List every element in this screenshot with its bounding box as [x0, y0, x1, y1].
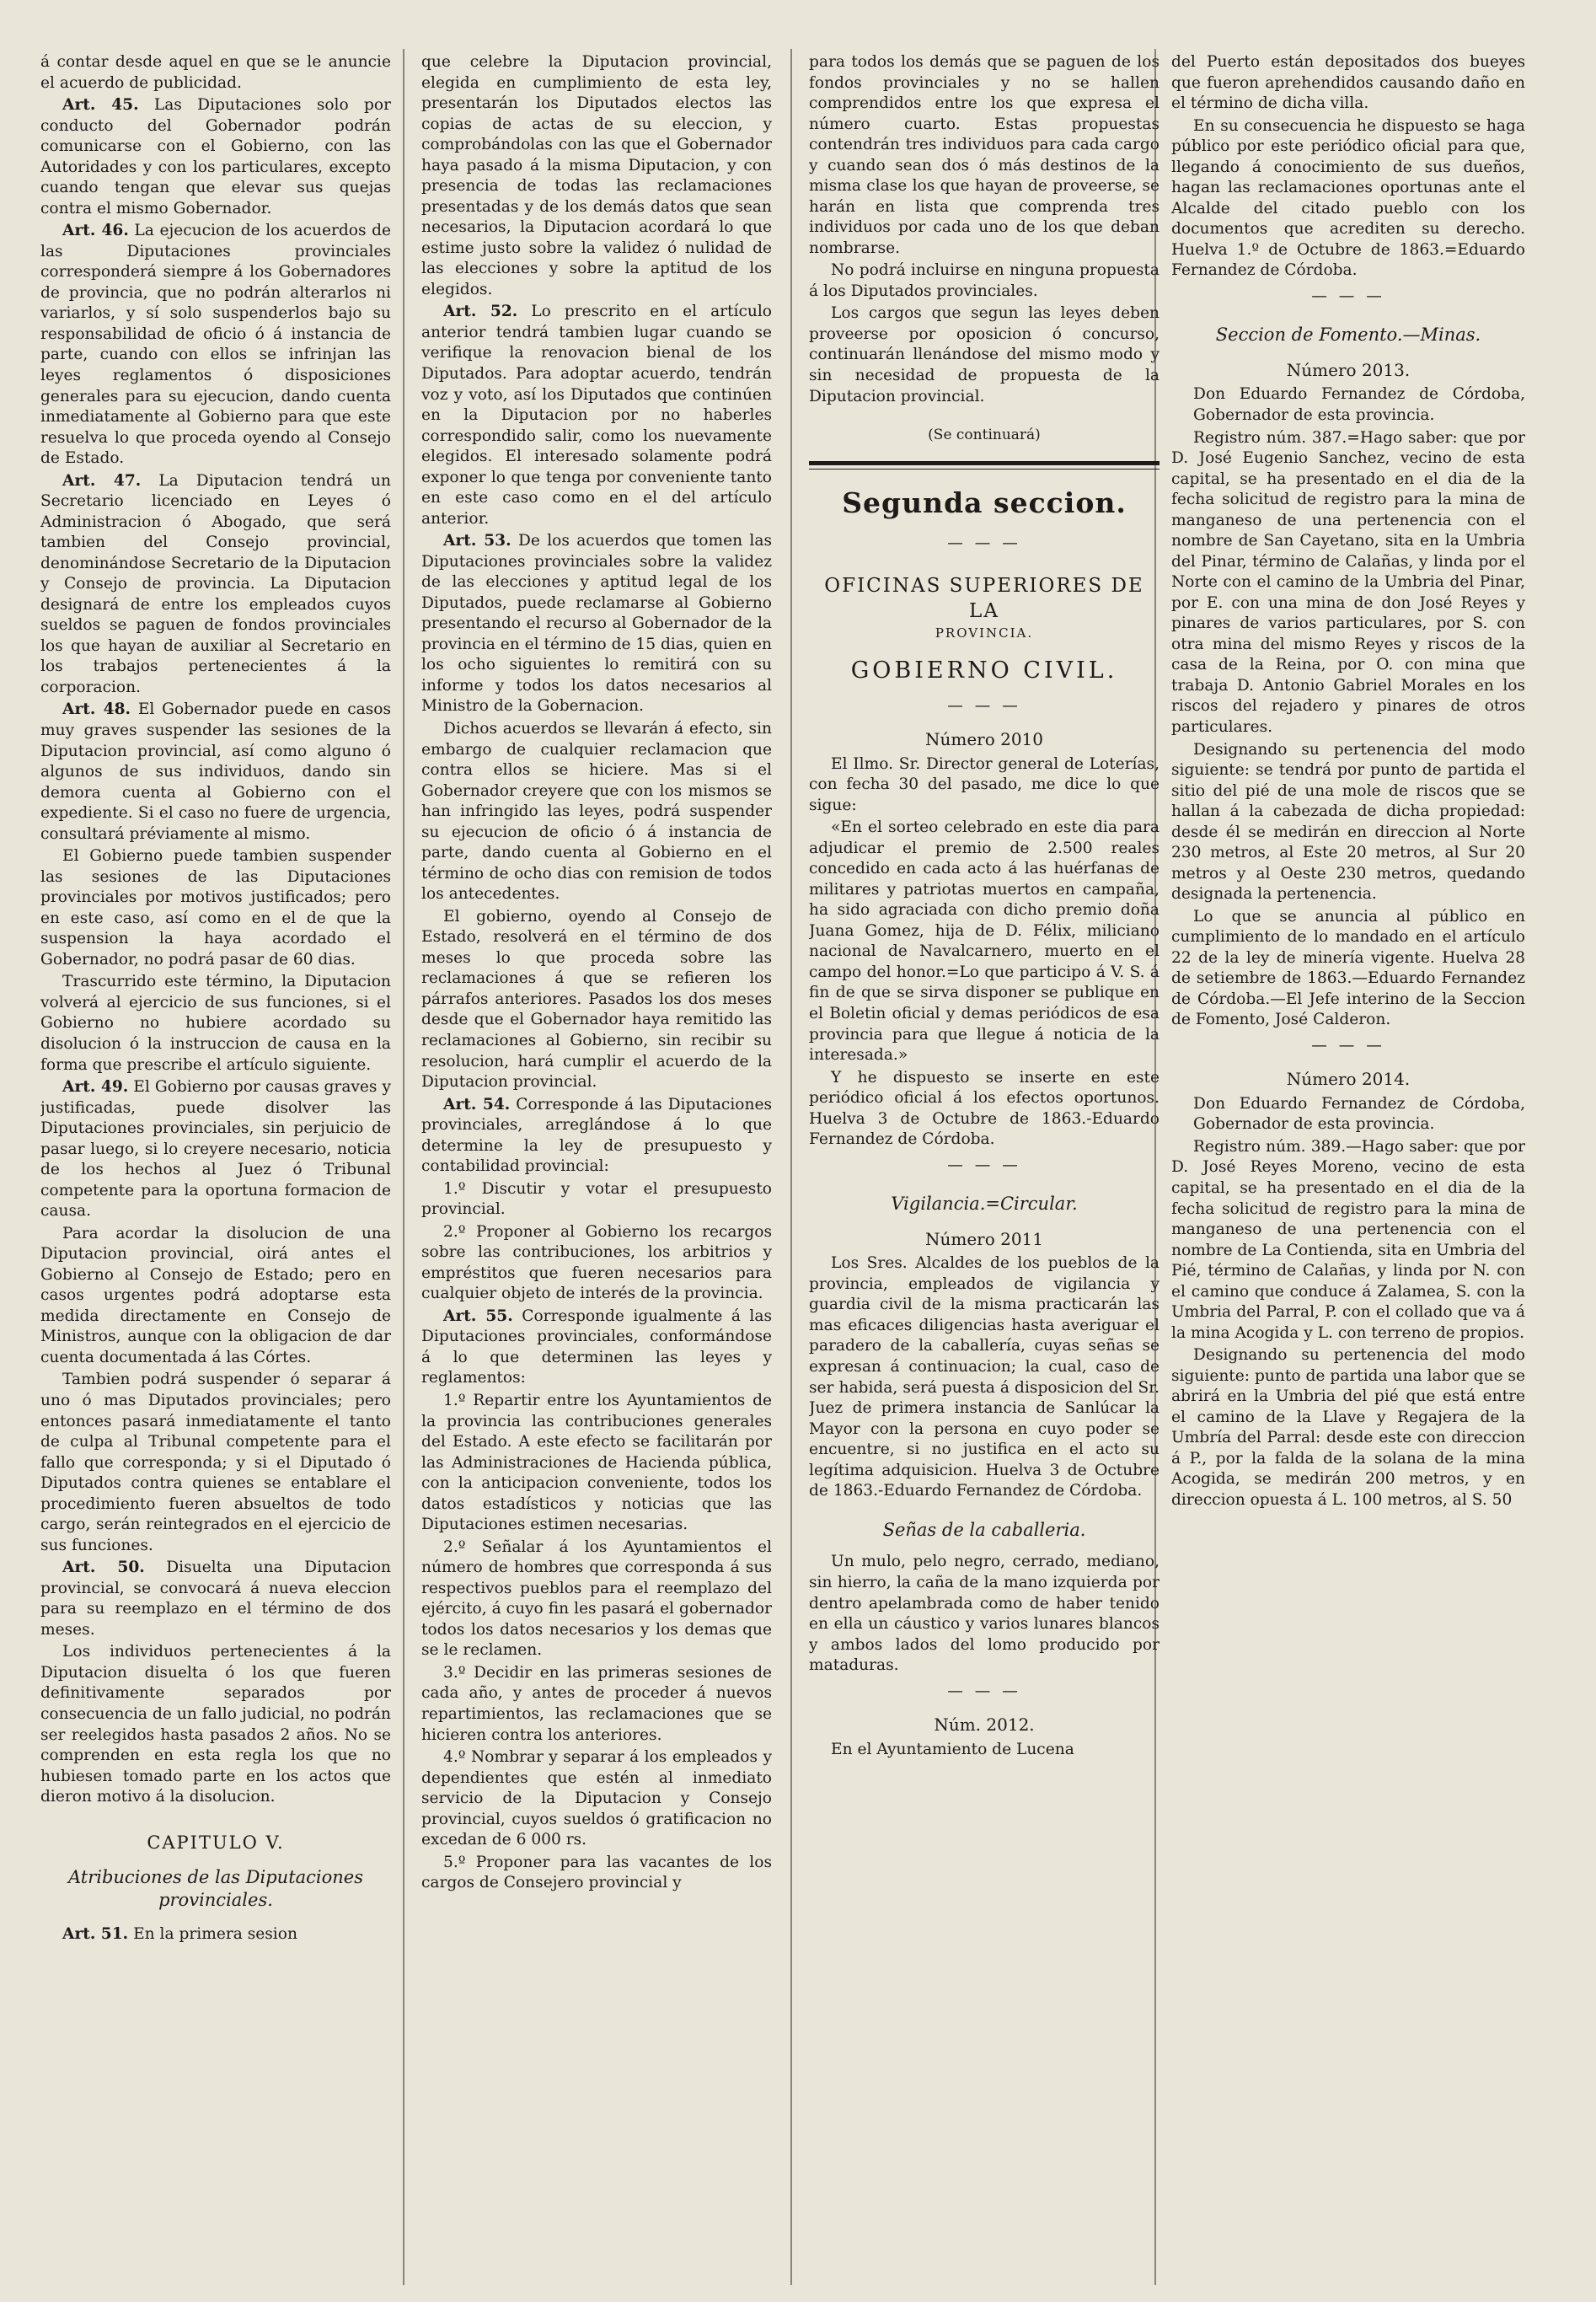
office-subheading: PROVINCIA. — [935, 625, 1034, 641]
notice-number: Número 2013. — [1286, 360, 1411, 381]
separator: — — — — [947, 696, 1021, 715]
paragraph: del Puerto están depositados dos bueyes que fueron aprehendidos causando daño en el término de dicha villa. — [1171, 53, 1525, 113]
chapter-heading: CAPITULO V. — [147, 1832, 285, 1853]
section-rule-thin — [809, 469, 1160, 470]
paragraph: á contar desde aquel en que se le anuncie el acuerdo de publicidad. — [40, 53, 391, 92]
paragraph: Los individuos pertenecientes á la Diputacion disuelta ó los que fueren definitivamente separados por consecuencia de un fallo judicial, no podrán ser reelegidos hasta pasados 2 años. No se comprenden en esta regla los que no hubiesen tomado parte en los actos que dieron motivo á la disolucion. — [40, 1643, 391, 1806]
list-item: 1.º Repartir entre los Ayuntamientos de la provincia las contribuciones generales del Estado. A este efecto se facilitarán por las Administraciones de Hacienda pública, con la anticipacion conveniente, todos los datos estadísticos y noticias que las Diputaciones estimen necesarias. — [421, 1392, 772, 1534]
separator: — — — — [947, 1156, 1021, 1174]
article-50: Art. 50. Disuelta una Diputacion provincial, se convocará á nueva eleccion para su reemplazo en el término de dos meses. — [40, 1559, 391, 1639]
article-46: Art. 46. La ejecucion de los acuerdos de las Diputaciones provinciales corresponderá siempre á los Gobernadores de provincia, que no podrán alterarlos ni variarlos, y sí solo suspenderlos bajo su responsabilidad de oficio ó á instancia de parte, cuando con ellos se infrinjan las leyes reglamentos ó disposiciones generales para su ejecucion, dando cuenta inmediatamente al Gobierno para que este resuelva lo que proceda oyendo al Consejo de Estado. — [40, 222, 391, 468]
column-divider — [403, 49, 404, 2285]
article-54: Art. 54. Corresponde á las Diputaciones provinciales, arreglándose á lo que determine la ley de presupuesto y contabilidad provincial: — [421, 1095, 772, 1176]
separator: — — — — [947, 534, 1021, 553]
paragraph: Y he dispuesto se inserte en este periódico oficial á los efectos oportunos. Huelva 3 de Octubre de 1863.-Eduardo Fernandez de Córdoba. — [809, 1068, 1160, 1149]
paragraph: Los Sres. Alcaldes de los pueblos de la provincia, empleados de vigilancia y guardia civil de la misma practicarán las mas eficaces diligencias hasta averiguar el paradero de la caballería, cuyas señas se expresan á continuacion; la cual, caso de ser habida, será puesta á disposicion del Sr. Juez de primera instancia de Sanlúcar la Mayor con la persona en cuyo poder se encuentre, si no justifica en el acto su legítima adquisicion. Huelva 3 de Octubre de 1863.-Eduardo Fernandez de Córdoba. — [809, 1254, 1160, 1500]
article-45: Art. 45. Las Diputaciones solo por conducto del Gobernador podrán comunicarse con el Gobierno, con las Autoridades y con los particulares, excepto cuando tengan que elevar sus quejas contra el mismo Gobernador. — [40, 96, 391, 217]
paragraph: Registro núm. 387.=Hago saber: que por D. José Eugenio Sanchez, vecino de esta capital, se ha presentado en el dia de la fecha solicitud de registro para la mina de manganeso de una pertenencia con el nombre de San Cayetano, sita en la Umbria del Pinar, término de Calañas, y linda por el Norte con el camino de la Umbria del Pinar, por E. con una mina de don José Reyes y pinares de varios particulares, por S. con otra mina del mismo Reyes y riscos de la casa de la Reina, por O. con mina que trabaja D. Antonio Gabriel Morales en los riscos del rejadero y pinares de otros particulares. — [1171, 428, 1525, 736]
notice-header: Don Eduardo Fernandez de Córdoba, Gobernador de esta provincia. — [1193, 1094, 1525, 1134]
chapter-title: Atribuciones de las Diputaciones provinciales. — [67, 1867, 364, 1910]
notice-heading: Vigilancia.=Circular. — [891, 1194, 1078, 1215]
paragraph: Para acordar la disolucion de una Diputacion provincial, oirá antes el Gobierno al Consejo de Estado; pero en casos urgentes podrá adoptarse esta medida directamente en Consejo de Ministros, aunque con la obligacion de dar cuenta documentada á las Córtes. — [40, 1224, 391, 1366]
column-2 — [421, 52, 772, 2285]
paragraph: En su consecuencia he dispuesto se haga público por este periódico oficial para que, llegando á conocimiento de sus dueños, hagan las reclamaciones oportunas ante el Alcalde del citado pueblo con los documentos que acrediten su derecho. Huelva 1.º de Octubre de 1863.=Eduardo Fernandez de Córdoba. — [1171, 116, 1525, 280]
paragraph: Tambien podrá suspender ó separar á uno ó mas Diputados provinciales; pero entonces pasará inmediatamente el tanto de culpa al Tribunal competente para el fallo que corresponda; y si el Diputado ó Diputados contra quienes se entablare el procedimiento fueren absueltos de todo cargo, serán reintegrados en el ejercicio de sus funciones. — [40, 1371, 391, 1554]
continuation-note: (Se continuará) — [928, 427, 1041, 444]
list-item: 2.º Proponer al Gobierno los recargos sobre las contribuciones, los arbitrios y empréstitos que fueren necesarios para cualquier objeto de interés de la provincia. — [421, 1222, 772, 1303]
paragraph: Un mulo, pelo negro, cerrado, mediano, sin hierro, la caña de la mano izquierda por dentro apelambrada como de haber tenido en ella un cáustico y varios lunares blancos y ambos lados del lomo producido por mataduras. — [809, 1553, 1160, 1675]
notice-number: Número 2014. — [1286, 1069, 1411, 1090]
office-heading: OFICINAS SUPERIORES DE LA — [824, 574, 1144, 622]
paragraph: Trascurrido este término, la Diputacion volverá al ejercicio de sus funciones, si el Gobierno no hubiere acordado su disolucion ó la instruccion de causa en la forma que prescribe el artículo siguiente. — [40, 973, 391, 1074]
article-55: Art. 55. Corresponde igualmente á las Diputaciones provinciales, conformándose á lo que determinen las leyes y reglamentos: — [421, 1307, 772, 1387]
column-1 — [40, 52, 391, 2285]
column-3 — [809, 52, 1160, 2285]
list-item: 1.º Discutir y votar el presupuesto provincial. — [421, 1179, 772, 1219]
notice-number: Número 2010 — [924, 729, 1044, 750]
paragraph: Registro núm. 389.—Hago saber: que por D. José Reyes Moreno, vecino de esta capital, se ha presentado en el dia de la fecha solicitud de registro para la mina de manganeso de una pertenencia con el nombre de La Contienda, sita en Umbria del Pié, término de Calañas, y linda por N. con el camino que conduce á Zalamea, S. con la Umbria del Parral, P. con el collado que va á la mina Acogida y L. con terreno de propios. — [1171, 1137, 1525, 1342]
paragraph: En el Ayuntamiento de Lucena — [831, 1740, 1074, 1758]
paragraph: Designando su pertenencia del modo siguiente: punto de partida una labor que se abrirá en la Umbria del pié que está entre el camino de la Llave y Regajera de la Umbría del Parral: desde este con direccion á P., por la falda de la solana de la mina Acogida, se medirán 200 metros, y en direccion opuesta á L. 100 metros, al S. 50 — [1171, 1346, 1525, 1509]
column-divider — [790, 49, 792, 2285]
paragraph: que celebre la Diputacion provincial, elegida en cumplimiento de esta ley, presentarán los Diputados electos las copias de actas de su eleccion, y comprobándolas con las que el Gobernador haya pasado á la misma Diputacion, y con presencia de todas las reclamaciones presentadas y de los demás datos que sean necesarios, la Diputacion acordará lo que estime justo sobre la validez ó nulidad de las elecciones y sobre la aptitud de los elegidos. — [421, 53, 772, 298]
paragraph: Dichos acuerdos se llevarán á efecto, sin embargo de cualquier reclamacion que contra ellos se hiciere. Mas si el Gobernador creyere que con los mismos se han infringido las leyes, podrá suspender su ejecucion de oficio ó á instancia de parte, dando cuenta al Gobierno en el término de ocho dias con remision de todos los antecedentes. — [421, 720, 772, 904]
list-item: 5.º Proponer para las vacantes de los cargos de Consejero provincial y — [421, 1853, 772, 1892]
separator: — — — — [947, 1682, 1021, 1700]
notice-heading: Señas de la caballeria. — [882, 1519, 1086, 1540]
column-4 — [1171, 52, 1525, 2285]
section-rule — [809, 461, 1160, 465]
list-item: 4.º Nombrar y separar á los empleados y dependientes que estén al inmediato servicio de la Diputacion y Consejo provincial, cuyos sueldos ó gratificacion no excedan de 6 000 rs. — [421, 1748, 772, 1849]
list-item: 2.º Señalar á los Ayuntamientos el número de hombres que corresponda á sus respectivos pueblos para el reemplazo del ejército, á cuyo fin les pasará el gobernador todos los datos necesarios y los demas que se le reclamen. — [421, 1537, 772, 1660]
article-48: Art. 48. El Gobernador puede en casos muy graves suspender las sesiones de la Diputacion provincial, así como alguno ó algunos de sus individuos, dando sin demora cuenta al Gobierno con el expediente. Si el caso no fuere de urgencia, consultará préviamente al mismo. — [40, 700, 391, 843]
government-heading: GOBIERNO CIVIL. — [850, 657, 1118, 684]
notice-number: Número 2011 — [924, 1228, 1044, 1249]
paragraph: No podrá incluirse en ninguna propuesta á los Diputados provinciales. — [809, 261, 1160, 300]
separator: — — — — [1311, 287, 1385, 305]
article-53: Art. 53. De los acuerdos que tomen las Diputaciones provinciales sobre la validez de las elecciones y aptitud legal de los Diputados, puede reclamarse al Gobierno presentando el recurso al Gobernador de la provincia en el término de 15 dias, quien en los ocho siguientes lo remitirá con su informe y todos los datos necesarios al Ministro de la Gobernacion. — [421, 532, 772, 716]
separator: — — — — [1311, 1036, 1385, 1054]
notice-header: Don Eduardo Fernandez de Córdoba, Gobernador de esta provincia. — [1193, 385, 1525, 425]
notice-number: Núm. 2012. — [934, 1714, 1035, 1736]
section-title: Segunda seccion. — [842, 486, 1127, 520]
article-52: Art. 52. Lo prescrito en el artículo anterior tendrá tambien lugar cuando se verifique la renovacion bienal de los Diputados. Para adoptar acuerdo, tendrán voz y voto, así los Diputados que continúen en la Diputacion por no haberles correspondido salir, como los nuevamente elegidos. El interesado solamente podrá exponer lo que tenga por conveniente tanto en este caso como en el del artículo anterior. — [421, 303, 772, 528]
article-49: Art. 49. El Gobierno por causas graves y justificadas, puede disolver las Diputaciones provinciales, sin perjuicio de pasar luego, si lo creyere necesario, noticia de los hechos al Juez ó Tribunal competente para la oportuna formacion de causa. — [40, 1078, 391, 1221]
quoted-text: «En el sorteo celebrado en este dia para adjudicar el premio de 2.500 reales concedido en cada acto á las huérfanas de militares y patriotas muertos en campaña, ha sido agraciada con dicho premio doña Juana Gomez, hija de D. Félix, miliciano nacional de Navalcarnero, muerto en el campo del honor.=Lo que participo á V. S. á fin de que se sirva disponer se publique en el Boletin oficial y demas periódicos de esa provincia para que llegue á noticia de la interesada.» — [809, 818, 1160, 1065]
paragraph: El gobierno, oyendo al Consejo de Estado, resolverá en el término de dos meses lo que proceda sobre las reclamaciones á que se refieren los párrafos anteriores. Pasados los dos meses desde que el Gobernador haya remitido las reclamaciones al Gobierno, sin recibir su resolucion, hará cumplir el acuerdo de la Diputacion provincial. — [421, 907, 772, 1092]
paragraph: Designando su pertenencia del modo siguiente: se tendrá por punto de partida el sitio del pié de una mole de riscos que se hallan á la cabezada de dicha propiedad: desde él se medirán en direccion al Norte 230 metros, al Este 20 metros, al Sur 20 metros y al Oeste 230 metros, quedando designada la pertenencia. — [1171, 740, 1525, 904]
paragraph: para todos los demás que se paguen de los fondos provinciales y no se hallen comprendidos entre los que expresa el número cuarto. Estas propuestas contendrán tres individuos para cada cargo y cuando sean dos ó más destinos de la misma clase los que hayan de proveerse, se harán en lista que comprenda tres individuos por cada uno de los que deban nombrarse. — [809, 53, 1160, 257]
paragraph: El Gobierno puede tambien suspender las sesiones de las Diputaciones provinciales por motivos justificados; pero en este caso, así como en el de que la suspension la haya acordado el Gobernador, no podrá pasar de 60 dias. — [40, 847, 391, 969]
paragraph: Los cargos que segun las leyes deben proveerse por oposicion ó concurso, continuarán llenándose del mismo modo y sin necesidad de propuesta de la Diputacion provincial. — [809, 304, 1160, 405]
article-51: Art. 51. En la primera sesion — [62, 1924, 297, 1943]
section-heading: Seccion de Fomento.—Minas. — [1215, 325, 1481, 346]
paragraph: El Ilmo. Sr. Director general de Loterías, con fecha 30 del pasado, me dice lo que sigue: — [809, 754, 1160, 814]
list-item: 3.º Decidir en las primeras sesiones de cada año, y antes de proceder á nuevos repartimientos, las reclamaciones que se hicieren contra los anteriores. — [421, 1663, 772, 1744]
article-47: Art. 47. La Diputacion tendrá un Secretario licenciado en Leyes ó Administracion ó Abogado, que será tambien del Consejo provincial, denominándose Secretario de la Diputacion y Consejo de provincia. La Diputacion designará de entre los empleados cuyos sueldos se paguen de fondos provinciales los que hayan de auxiliar al Secretario en los trabajos pertenecientes á la corporacion. — [40, 471, 391, 696]
paragraph: Lo que se anuncia al público en cumplimiento de lo mandado en el artículo 22 de la ley de minería vigente. Huelva 28 de setiembre de 1863.—Eduardo Fernandez de Córdoba.—El Jefe interino de la Seccion de Fomento, José Calderon. — [1171, 907, 1525, 1029]
